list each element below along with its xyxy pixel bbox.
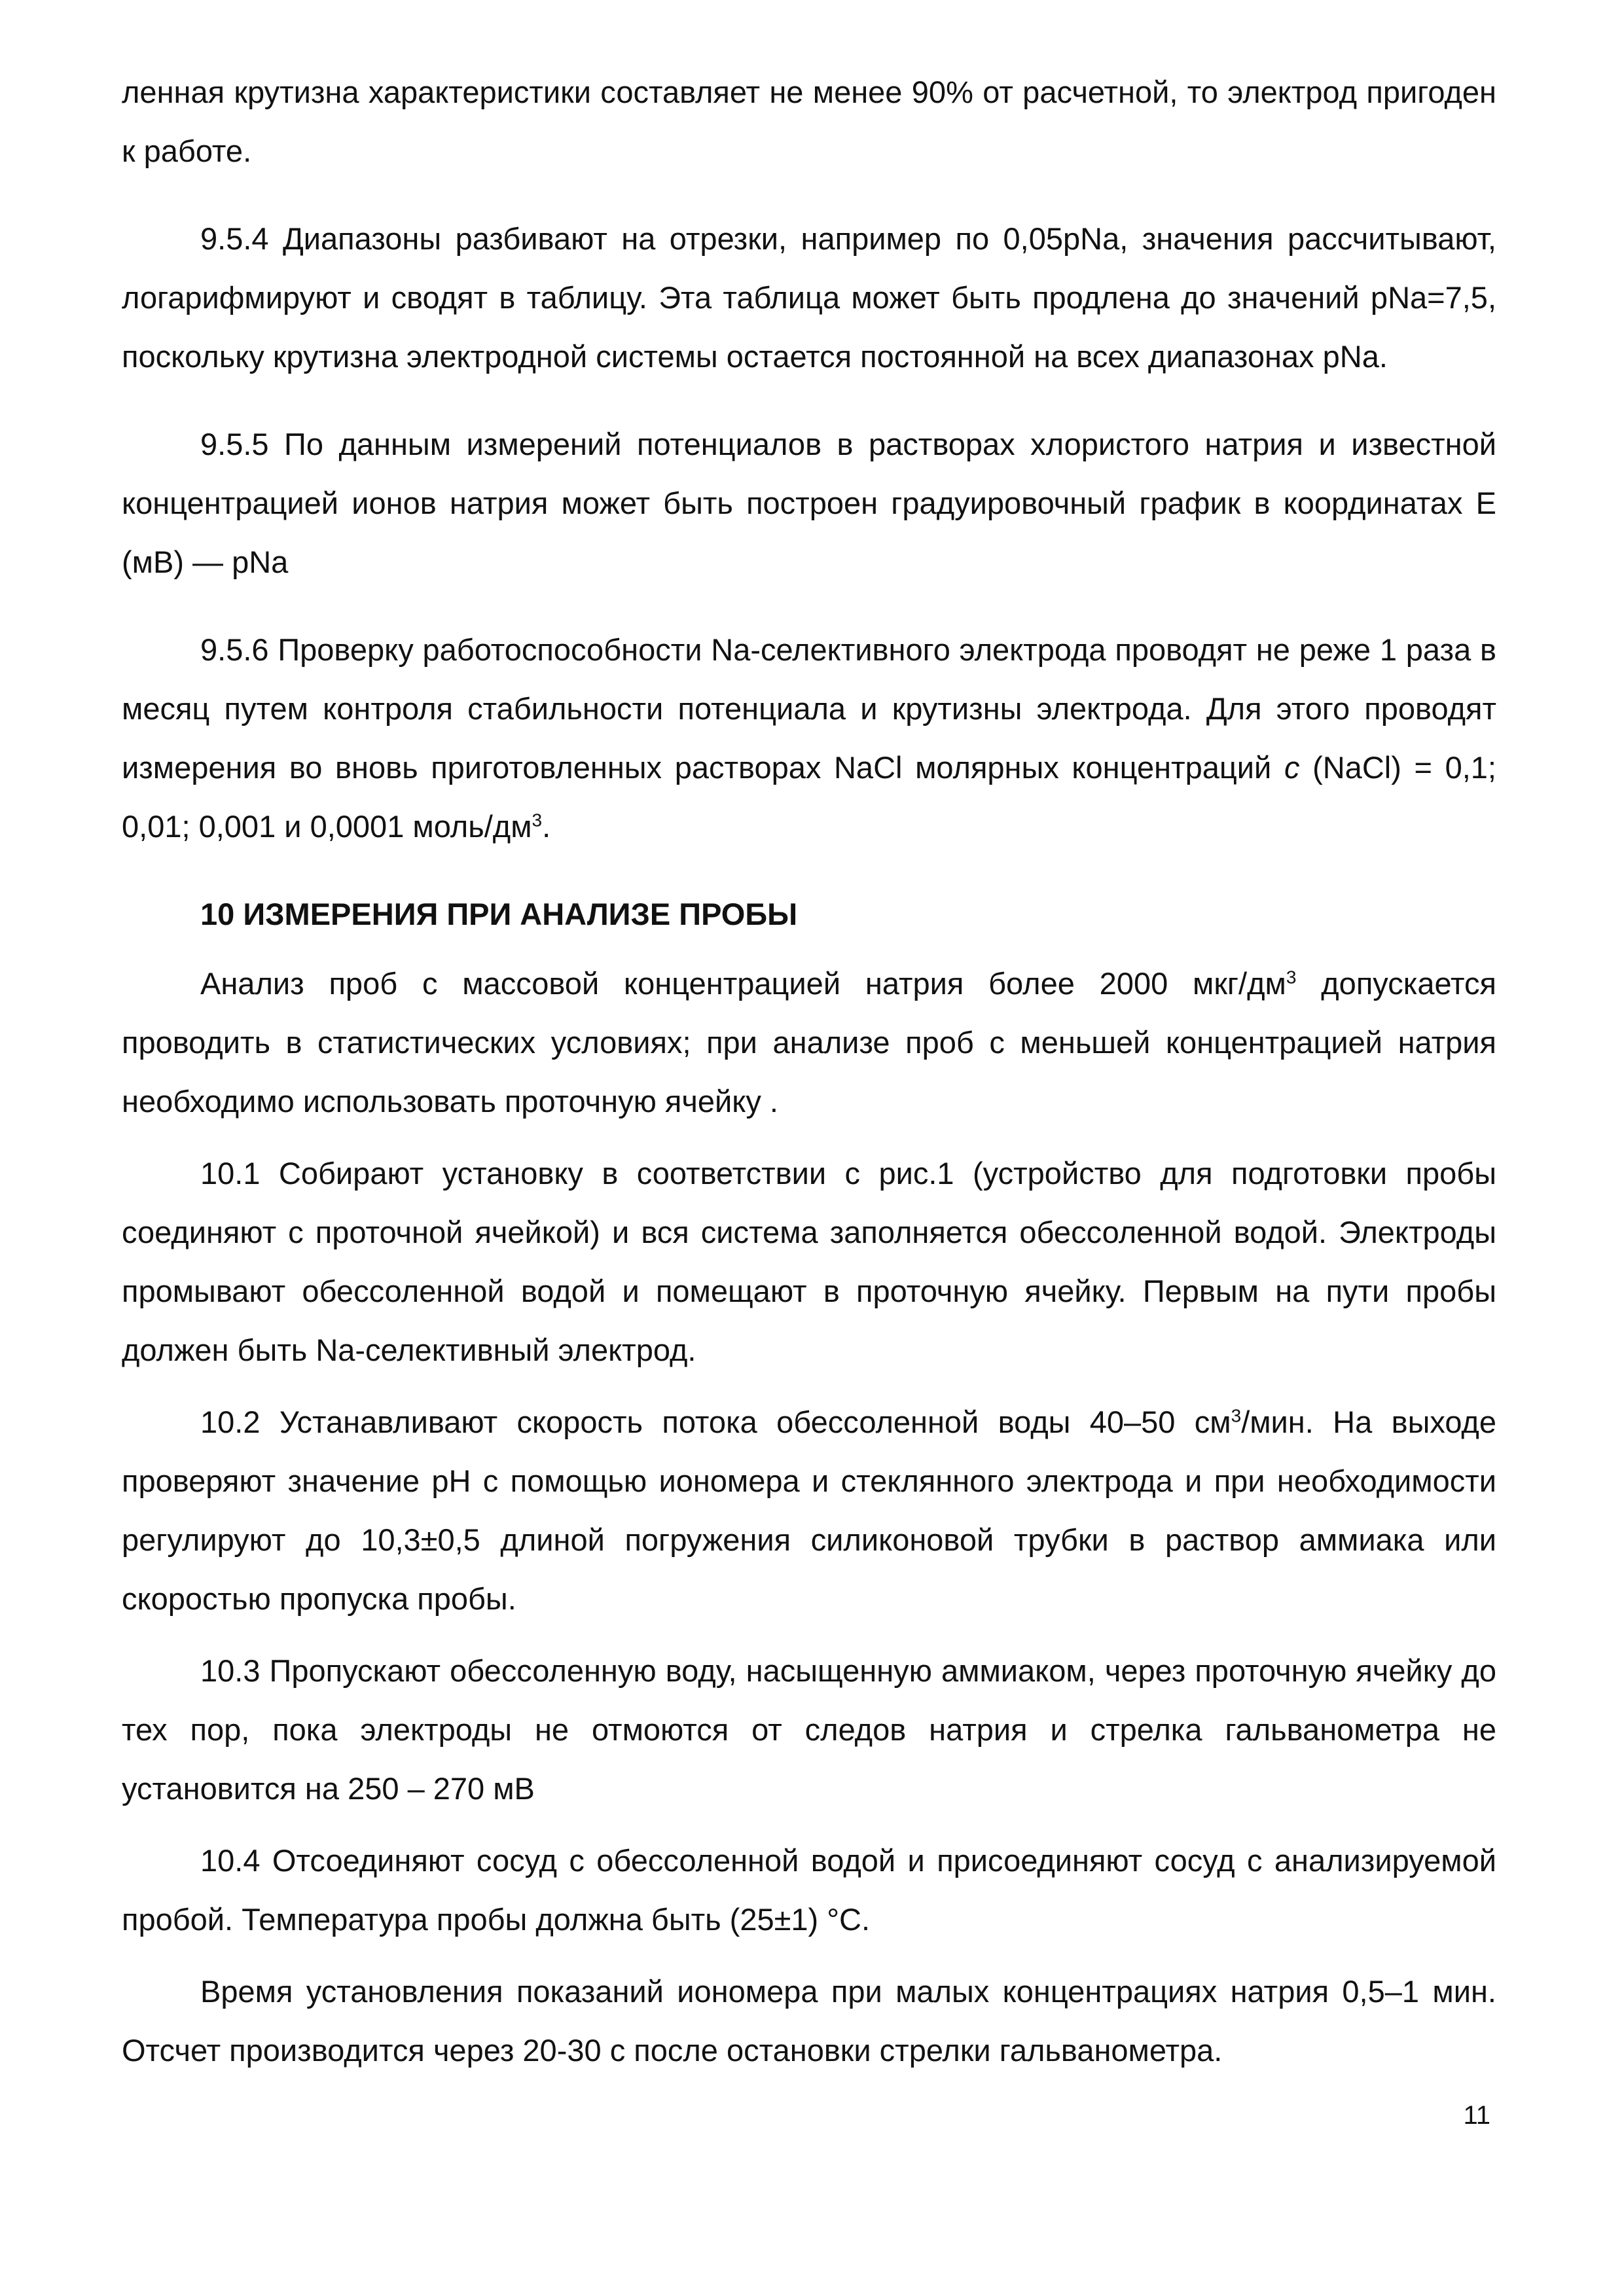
paragraph-9-5-5: 9.5.5 По данным измерений потенциалов в растворах хлористого натрия и известной концентрацией ионов натрия может быть построен градуировочный график в координатах Е (мВ) — pNa bbox=[122, 427, 1496, 579]
paragraph-9-5-6 bbox=[122, 620, 1496, 856]
paragraph-10-3: 10.3 Пропускают обессоленную воду, насыщенную аммиаком, через проточную ячейку до тех пор, пока электроды не отмоются от следов натрия и стрелка гальванометра не установится на 250 – 270 мВ bbox=[122, 1653, 1496, 1806]
paragraph-9-5-4: 9.5.4 Диапазоны разбивают на отрезки, например по 0,05pNa, значения рассчитывают, логарифмируют и сводят в таблицу. Эта таблица может быть продлена до значений pNa=7,5, поскольку крутизна электродной системы остается постоянной на всех диапазонах pNa. bbox=[122, 221, 1496, 374]
paragraph-9-5-6-end: . bbox=[542, 809, 551, 844]
superscript-3: 3 bbox=[1286, 967, 1297, 988]
superscript-3: 3 bbox=[1231, 1405, 1242, 1426]
document-page bbox=[122, 63, 1496, 2080]
paragraph-10-2 bbox=[122, 1393, 1496, 1628]
paragraph-10-4: 10.4 Отсоединяют сосуд с обессоленной водой и присоединяют сосуд с анализируемой пробой. Температура пробы должна быть (25±1) °С. bbox=[122, 1843, 1496, 1937]
paragraph-10-2-text: 10.2 Устанавливают скорость потока обессоленной воды 40–50 см bbox=[200, 1405, 1231, 1439]
paragraph-10-intro bbox=[122, 954, 1496, 1131]
paragraph-9-5-6-values: (NaCl) = 0,1; 0,01; 0,001 и 0,0001 моль/дм bbox=[122, 750, 1496, 844]
paragraph-reading-time: Время установления показаний иономера при малых концентрациях натрия 0,5–1 мин. Отсчет производится через 20-30 с после остановки стрелки гальванометра. bbox=[122, 1974, 1496, 2068]
paragraph-10-2-rest: /мин. На выходе проверяют значение рН с помощью иономера и стеклянного электрода и при необходимости регулируют до 10,3±0,5 длиной погружения силиконовой трубки в раствор аммиака или скоростью пропуска пробы. bbox=[122, 1405, 1496, 1616]
section-heading-10: 10 ИЗМЕРЕНИЯ ПРИ АНАЛИЗЕ ПРОБЫ bbox=[200, 897, 798, 931]
paragraph-continuation: ленная крутизна характеристики составляет не менее 90% от расчетной, то электрод пригоден к работе. bbox=[122, 75, 1496, 168]
page-number: 11 bbox=[1463, 2101, 1490, 2130]
paragraph-10-intro-text: Анализ проб с массовой концентрацией натрия более 2000 мкг/дм bbox=[200, 966, 1286, 1001]
superscript-3: 3 bbox=[532, 810, 543, 831]
variable-c: с bbox=[1284, 750, 1300, 785]
paragraph-9-5-6-text: 9.5.6 Проверку работоспособности Na-селективного электрода проводят не реже 1 раза в месяц путем контроля стабильности потенциала и крутизны электрода. Для этого проводят измерения во вновь приготовленных растворах NaCl молярных концентраций bbox=[122, 632, 1496, 785]
paragraph-10-intro-rest: допускается проводить в статистических условиях; при анализе проб с меньшей концентрацией натрия необходимо использовать проточную ячейку . bbox=[122, 966, 1496, 1119]
paragraph-10-1: 10.1 Собирают установку в соответствии с рис.1 (устройство для подготовки пробы соединяют с проточной ячейкой) и вся система заполняется обессоленной водой. Электроды промывают обессоленной водой и помещают в проточную ячейку. Первым на пути пробы должен быть Na-селективный электрод. bbox=[122, 1156, 1496, 1367]
